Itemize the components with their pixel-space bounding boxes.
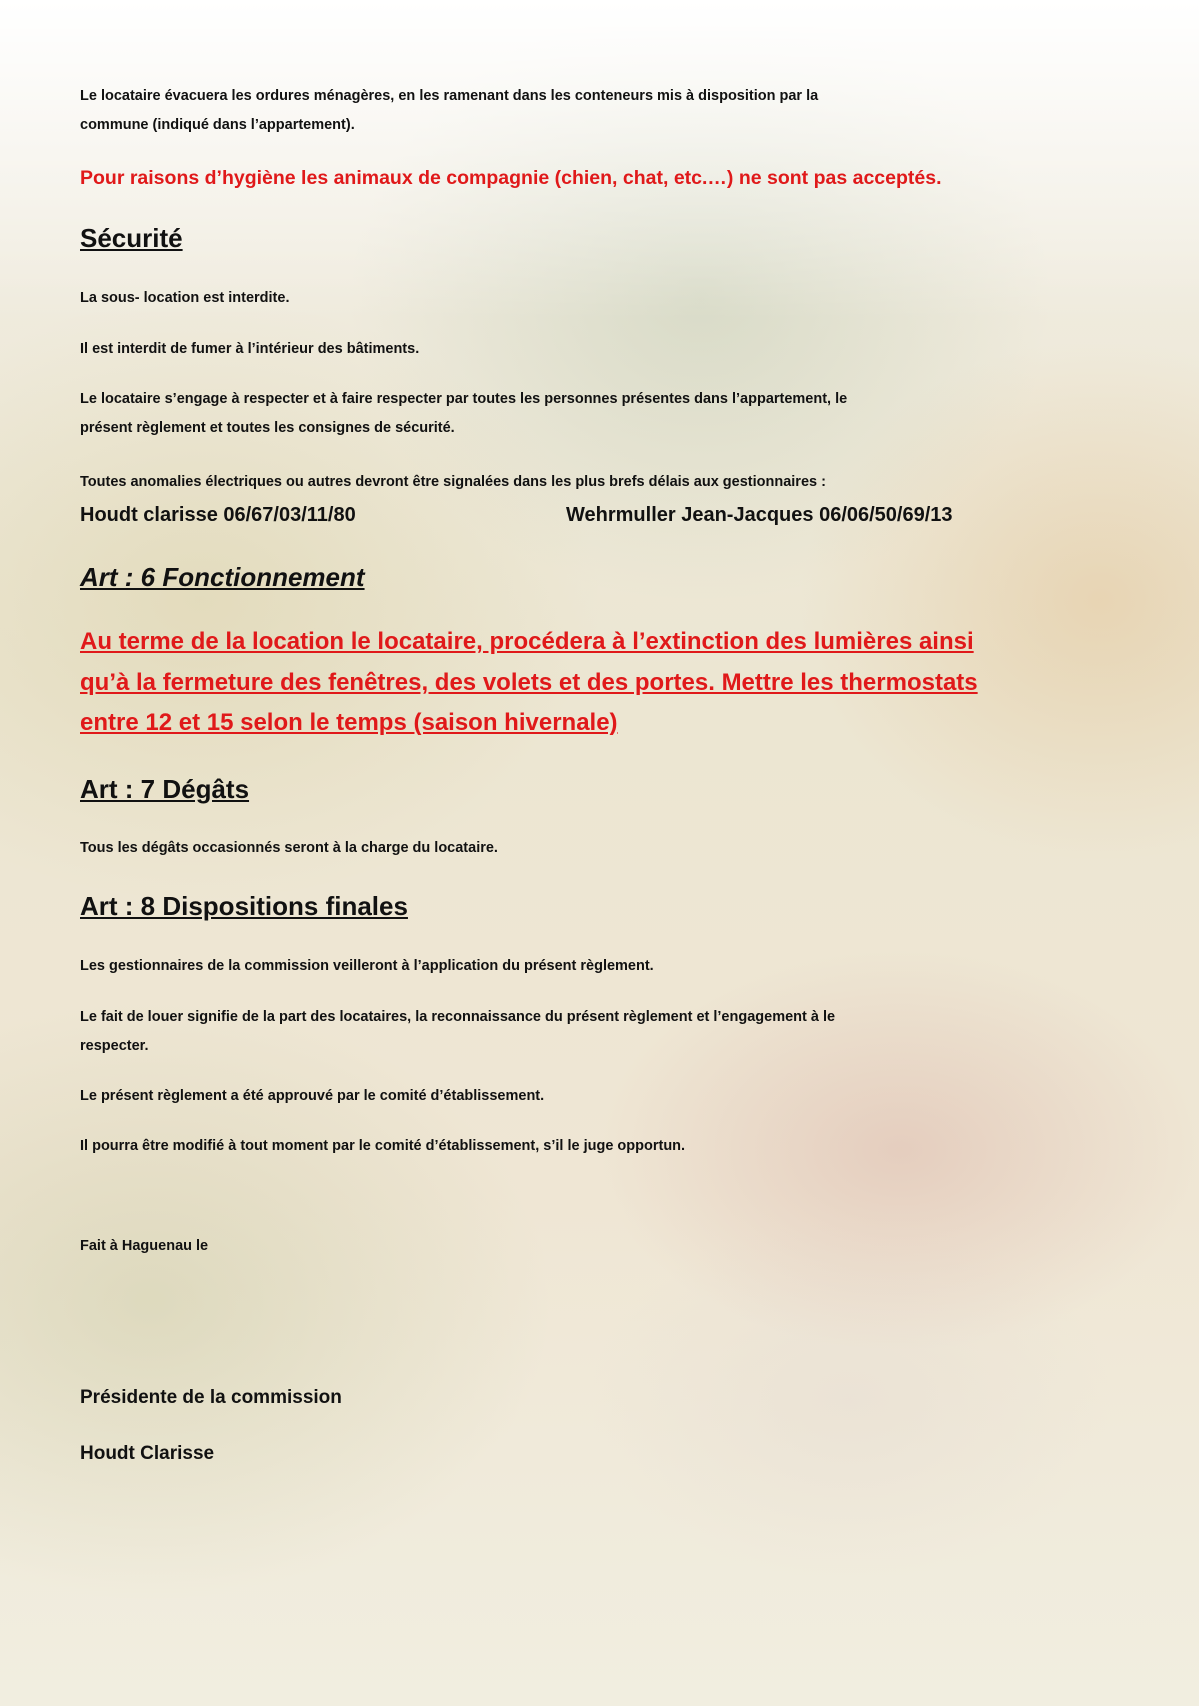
contact-houdt: Houdt clarisse 06/67/03/11/80 <box>80 504 356 526</box>
art8-p4: Il pourra être modifié à tout moment par le comité d’établissement, s’il le juge opportun. <box>80 1138 686 1154</box>
art6-line-2: qu’à la fermeture des fenêtres, des volets et des portes. Mettre les thermostats <box>80 669 978 696</box>
signature-name: Houdt Clarisse <box>80 1443 215 1464</box>
art7-p1: Tous les dégâts occasionnés seront à la charge du locataire. <box>80 840 498 856</box>
art6-line-3: entre 12 et 15 selon le temps (saison hivernale) <box>80 709 618 736</box>
section-title-art6: Art : 6 Fonctionnement <box>80 562 365 592</box>
section-title-art8: Art : 8 Dispositions finales <box>80 891 408 921</box>
pets-notice: Pour raisons d’hygiène les animaux de compagnie (chien, chat, etc.…) ne sont pas acceptés. <box>80 167 942 189</box>
art6-line-1: Au terme de la location le locataire, procédera à l’extinction des lumières ainsi <box>80 628 974 655</box>
section-title-art7: Art : 7 Dégâts <box>80 774 250 804</box>
signature-place: Fait à Haguenau le <box>80 1238 209 1254</box>
section-title-securite: Sécurité <box>80 223 183 253</box>
intro-line-2: commune (indiqué dans l’appartement). <box>80 117 355 133</box>
securite-p4: Toutes anomalies électriques ou autres devront être signalées dans les plus brefs délais aux gestionnaires : <box>80 474 826 490</box>
art8-p2-line2: respecter. <box>80 1038 149 1054</box>
intro-line-1: Le locataire évacuera les ordures ménagères, en les ramenant dans les conteneurs mis à disposition par la <box>80 88 819 104</box>
signature-role: Présidente de la commission <box>80 1387 342 1408</box>
securite-p2: Il est interdit de fumer à l’intérieur des bâtiments. <box>80 341 420 357</box>
art8-p3: Le présent règlement a été approuvé par le comité d’établissement. <box>80 1088 545 1104</box>
securite-p3-line2: présent règlement et toutes les consignes de sécurité. <box>80 420 455 436</box>
art8-p1: Les gestionnaires de la commission veilleront à l’application du présent règlement. <box>80 958 654 974</box>
contact-wehrmuller: Wehrmuller Jean-Jacques 06/06/50/69/13 <box>566 504 953 526</box>
securite-p3-line1: Le locataire s’engage à respecter et à faire respecter par toutes les personnes présentes dans l’appartement, le <box>80 391 848 407</box>
securite-p1: La sous- location est interdite. <box>80 290 290 306</box>
art8-p2-line1: Le fait de louer signifie de la part des locataires, la reconnaissance du présent règlement et l’engagement à le <box>80 1009 836 1025</box>
